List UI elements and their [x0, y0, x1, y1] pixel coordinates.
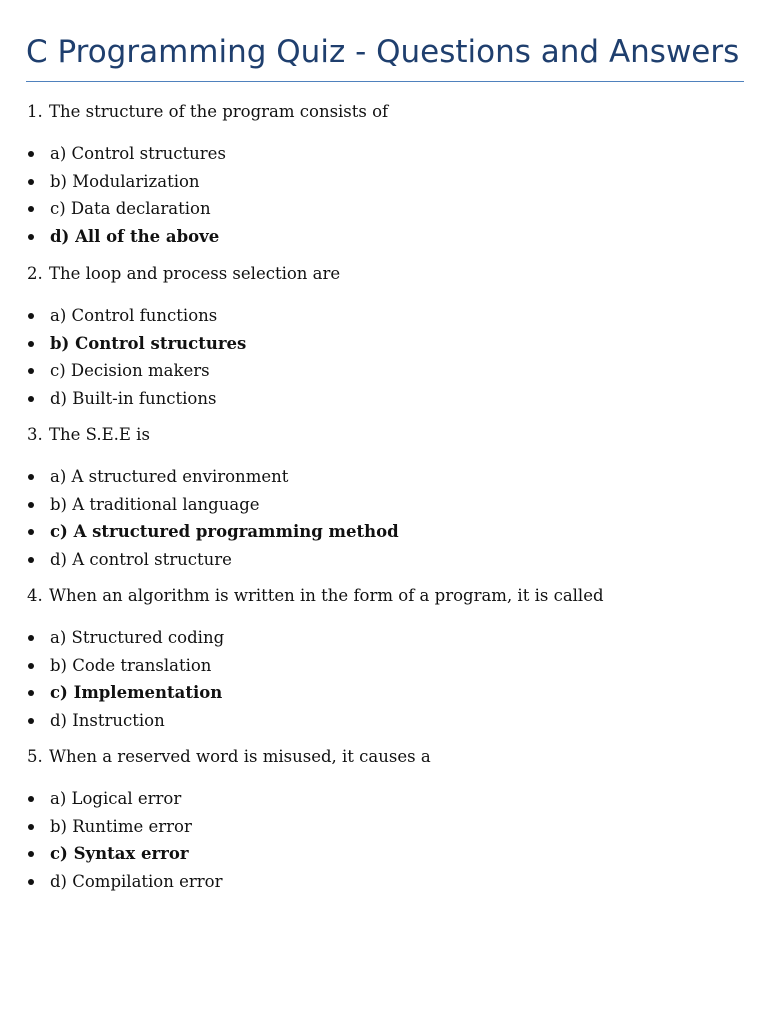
answer-option: [0, 868, 740, 896]
bullet-icon: [28, 341, 34, 347]
option-text: c) A structured programming method: [50, 522, 399, 541]
answer-option: [0, 302, 740, 330]
options-list: [0, 302, 740, 412]
option-text: d) A control structure: [50, 549, 232, 569]
answer-option: [0, 652, 740, 680]
option-text: d) All of the above: [50, 226, 220, 246]
answer-option: [0, 385, 740, 413]
answer-option: [0, 707, 740, 735]
question-number: 5.: [27, 747, 43, 766]
answer-option: [0, 195, 740, 223]
option-text: c) Decision makers: [50, 361, 210, 380]
option-text: a) Control structures: [50, 144, 226, 163]
answer-option-correct: [0, 330, 740, 358]
option-text: a) Control functions: [50, 306, 218, 325]
bullet-icon: [28, 851, 34, 857]
option-text: c) Syntax error: [50, 844, 189, 863]
bullet-icon: [28, 151, 34, 157]
option-text: b) Control structures: [50, 333, 247, 353]
options-list: [0, 463, 740, 573]
bullet-icon: [28, 690, 34, 696]
bullet-icon: [28, 502, 34, 508]
answer-option: [0, 140, 740, 168]
option-text: b) A traditional language: [50, 494, 260, 514]
answer-option: [0, 785, 740, 813]
option-text: b) Modularization: [50, 171, 200, 191]
answer-option: [0, 168, 740, 196]
bullet-icon: [28, 824, 34, 830]
options-list: [0, 785, 740, 895]
option-text: d) Instruction: [50, 710, 165, 730]
options-list: [0, 140, 740, 250]
question-number: 2.: [27, 264, 43, 283]
question-number: 1.: [27, 102, 43, 121]
answer-option-correct: [0, 518, 740, 546]
bullet-icon: [28, 313, 34, 319]
question-4: [27, 585, 747, 607]
question-3: [27, 424, 747, 446]
question-5: [27, 746, 747, 768]
bullet-icon: [28, 206, 34, 212]
answer-option-correct: [0, 840, 740, 868]
question-1: [27, 101, 747, 123]
question-text: When an algorithm is written in the form of a program, it is called: [49, 586, 604, 605]
bullet-icon: [28, 179, 34, 185]
answer-option: [0, 357, 740, 385]
question-number: 3.: [27, 425, 43, 444]
option-text: b) Runtime error: [50, 816, 192, 836]
option-text: d) Compilation error: [50, 871, 223, 891]
options-list: [0, 624, 740, 734]
option-text: b) Code translation: [50, 655, 212, 675]
answer-option: [0, 546, 740, 574]
answer-option: [0, 463, 740, 491]
option-text: a) Structured coding: [50, 628, 225, 647]
bullet-icon: [28, 368, 34, 374]
answer-option-correct: [0, 679, 740, 707]
question-text: When a reserved word is misused, it causes a: [49, 747, 431, 766]
bullet-icon: [28, 396, 34, 402]
question-text: The structure of the program consists of: [49, 102, 389, 121]
answer-option: [0, 624, 740, 652]
bullet-icon: [28, 529, 34, 535]
bullet-icon: [28, 879, 34, 885]
question-text: The S.E.E is: [49, 425, 150, 444]
bullet-icon: [28, 796, 34, 802]
bullet-icon: [28, 234, 34, 240]
bullet-icon: [28, 635, 34, 641]
answer-option: [0, 491, 740, 519]
question-number: 4.: [27, 586, 43, 605]
option-text: a) A structured environment: [50, 467, 289, 486]
title-divider: [26, 81, 744, 82]
bullet-icon: [28, 663, 34, 669]
option-text: d) Built-in functions: [50, 388, 217, 408]
bullet-icon: [28, 718, 34, 724]
bullet-icon: [28, 557, 34, 563]
answer-option-correct: [0, 223, 740, 251]
question-text: The loop and process selection are: [49, 264, 341, 283]
option-text: c) Implementation: [50, 683, 223, 702]
option-text: a) Logical error: [50, 789, 182, 808]
question-2: [27, 263, 747, 285]
bullet-icon: [28, 474, 34, 480]
option-text: c) Data declaration: [50, 199, 211, 218]
answer-option: [0, 813, 740, 841]
page-title: C Programming Quiz - Questions and Answers: [26, 34, 740, 70]
